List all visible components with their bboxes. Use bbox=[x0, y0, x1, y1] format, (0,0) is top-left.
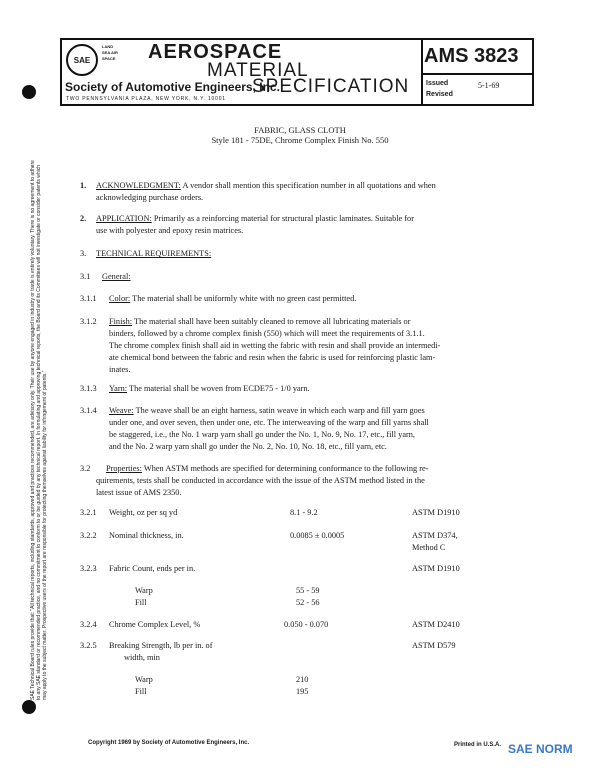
p5-label: Fill bbox=[135, 598, 147, 607]
p7-label2: width, min bbox=[124, 653, 160, 662]
issued-label: Issued bbox=[426, 80, 449, 87]
watermark: SAE NORM bbox=[508, 742, 573, 756]
s312-line3: The chrome complex finish shall aid in wetting the fabric with resin and shall provide an intermedi- bbox=[109, 341, 441, 350]
p2-method2: Method C bbox=[412, 543, 446, 552]
p1-method: ASTM D1910 bbox=[412, 508, 460, 517]
s1-body bbox=[96, 180, 536, 204]
s311-body bbox=[109, 293, 539, 305]
s32-body bbox=[106, 463, 546, 475]
s314-heading: Weave: bbox=[109, 406, 134, 415]
doc-title: FABRIC, GLASS CLOTH bbox=[254, 125, 346, 135]
s312-line4: ate chemical bond between the fabric and resin when the fabric is used for reinforcing plastic lam- bbox=[109, 353, 436, 362]
s311-num: 3.1.1 bbox=[80, 294, 97, 303]
header-aerospace: AEROSPACE bbox=[148, 41, 283, 63]
s2-body bbox=[96, 213, 536, 237]
p2-value: 0.0085 ± 0.0005 bbox=[290, 531, 345, 540]
s312-num: 3.1.2 bbox=[80, 317, 97, 326]
p9-value: 195 bbox=[296, 687, 309, 696]
s312-heading: Finish: bbox=[109, 317, 133, 326]
s312-body bbox=[109, 316, 549, 328]
s312-line1: The material shall have been suitably cleaned to remove all lubricating materials or bbox=[134, 317, 411, 326]
s314-line2: under one, and over seven, then under one, etc. The interweaving of the warp and fill yarns shall bbox=[109, 418, 429, 427]
doc-subtitle: Style 181 - 75DE, Chrome Complex Finish No. 550 bbox=[211, 135, 389, 145]
revised-label: Revised bbox=[426, 91, 453, 98]
s1-num: 1. bbox=[80, 181, 87, 190]
p4-label: Warp bbox=[135, 586, 153, 595]
s3-heading: TECHNICAL REQUIREMENTS: bbox=[96, 249, 212, 258]
s2-text: Primarily as a reinforcing material for structural plastic laminates. Suitable for bbox=[153, 214, 414, 223]
p6-label: Chrome Complex Level, % bbox=[109, 620, 201, 629]
footer-copyright: Copyright 1969 by Society of Automotive Engineers, Inc. bbox=[88, 740, 250, 746]
s32-heading: Properties: bbox=[106, 464, 142, 473]
s32-line3: latest issue of AMS 2350. bbox=[96, 488, 182, 497]
issued-date: 5-1-69 bbox=[478, 81, 500, 90]
p6-num: 3.2.4 bbox=[80, 620, 97, 629]
s1-text2: acknowledging purchase orders. bbox=[96, 193, 204, 203]
s3-num: 3. bbox=[80, 249, 87, 258]
p6-method: ASTM D2410 bbox=[412, 620, 460, 629]
s2-heading: APPLICATION: bbox=[96, 214, 152, 223]
s32-line2: quirements, tests shall be conducted in accordance with the issue of the ASTM method listed in the bbox=[96, 476, 425, 485]
s313-num: 3.1.3 bbox=[80, 384, 97, 393]
s313-heading: Yarn: bbox=[109, 384, 128, 393]
s312-line2: binders, followed by a chrome complex finish (550) which will meet the requirements of 3.1.1. bbox=[109, 329, 425, 338]
header-material: MATERIAL bbox=[207, 60, 309, 81]
p7-num: 3.2.5 bbox=[80, 641, 97, 650]
s32-line1: When ASTM methods are specified for determining conformance to the following re- bbox=[143, 464, 429, 473]
p9-label: Fill bbox=[135, 687, 147, 696]
p6-value: 0.050 - 0.070 bbox=[284, 620, 329, 629]
s2-text2: use with polyester and epoxy resin matrices. bbox=[96, 226, 244, 236]
s314-num: 3.1.4 bbox=[80, 406, 97, 415]
header-divider bbox=[421, 38, 423, 104]
p3-label: Fabric Count, ends per in. bbox=[109, 564, 196, 573]
s311-text: The material shall be uniformly white with no green cast permitted. bbox=[132, 294, 357, 303]
p7-method: ASTM D579 bbox=[412, 641, 456, 650]
society-name: Society of Automotive Engineers, Inc. bbox=[65, 80, 280, 94]
s1-heading: ACKNOWLEDGMENT: bbox=[96, 181, 181, 190]
sae-logo-icon: SAE bbox=[66, 44, 98, 76]
p3-method: ASTM D1910 bbox=[412, 564, 460, 573]
p2-num: 3.2.2 bbox=[80, 531, 97, 540]
p7-label: Breaking Strength, lb per in. of bbox=[109, 641, 213, 650]
society-address: TWO PENNSYLVANIA PLAZA, NEW YORK, N.Y. 10001 bbox=[66, 96, 226, 102]
footer-printed: Printed in U.S.A. bbox=[454, 742, 502, 748]
s314-body bbox=[109, 405, 549, 417]
p8-label: Warp bbox=[135, 675, 153, 684]
s32-num: 3.2 bbox=[80, 464, 91, 473]
p2-label: Nominal thickness, in. bbox=[109, 531, 184, 540]
s2-num: 2. bbox=[80, 214, 87, 223]
s313-body bbox=[109, 383, 539, 395]
p1-num: 3.2.1 bbox=[80, 508, 97, 517]
s314-line3: be staggered, i.e., the No. 1 warp yarn shall go under the No. 1, No. 9, No. 17, etc., fill yarn, bbox=[109, 430, 415, 439]
s311-heading: Color: bbox=[109, 294, 131, 303]
logo-words: LAND SEA AIR SPACE bbox=[102, 44, 118, 61]
s313-text: The material shall be woven from ECDE75 - 1/0 yarn. bbox=[129, 384, 310, 393]
header-hline bbox=[423, 73, 532, 75]
s1-text: A vendor shall mention this specification number in all quotations and when bbox=[182, 181, 436, 190]
p1-label: Weight, oz per sq yd bbox=[109, 508, 178, 517]
punch-hole-top bbox=[22, 85, 36, 99]
p4-value: 55 - 59 bbox=[296, 586, 320, 595]
s31-heading: General: bbox=[102, 272, 131, 281]
s314-line1: The weave shall be an eight harness, satin weave in which each warp and fill yarn goes bbox=[135, 406, 425, 415]
p8-value: 210 bbox=[296, 675, 309, 684]
p5-value: 52 - 56 bbox=[296, 598, 320, 607]
s31-num: 3.1 bbox=[80, 272, 91, 281]
punch-hole-bottom bbox=[22, 700, 36, 714]
p3-num: 3.2.3 bbox=[80, 564, 97, 573]
header-specification: SPECIFICATION bbox=[252, 76, 410, 97]
doc-number: AMS 3823 bbox=[424, 45, 519, 67]
p1-value: 8.1 - 9.2 bbox=[290, 508, 318, 517]
p2-method: ASTM D374, bbox=[412, 531, 458, 540]
sae-disclaimer: SAE Technical Board rules provide that: "All technical reports, including standards, approved and practices recommended, are advisory only. Their use by anyone engaged in industry or trade is entirely voluntary. There is no agreement to adhere to any SAE standard or recommended practice, and no commitment to conform to or be guided by any technical report. In formulating and approving technical reports, the Board and its Committees will not investigate or consider patents which may apply to the subject matter. Prospective users of the report are responsible for protecting themselves against liability for infringement of patents." bbox=[30, 160, 48, 700]
s312-line5: inates. bbox=[109, 365, 131, 374]
s314-line4: and the No. 2 warp yarn shall go under the No. 2, No. 10, No. 18, etc., fill yarn, etc. bbox=[109, 442, 387, 451]
